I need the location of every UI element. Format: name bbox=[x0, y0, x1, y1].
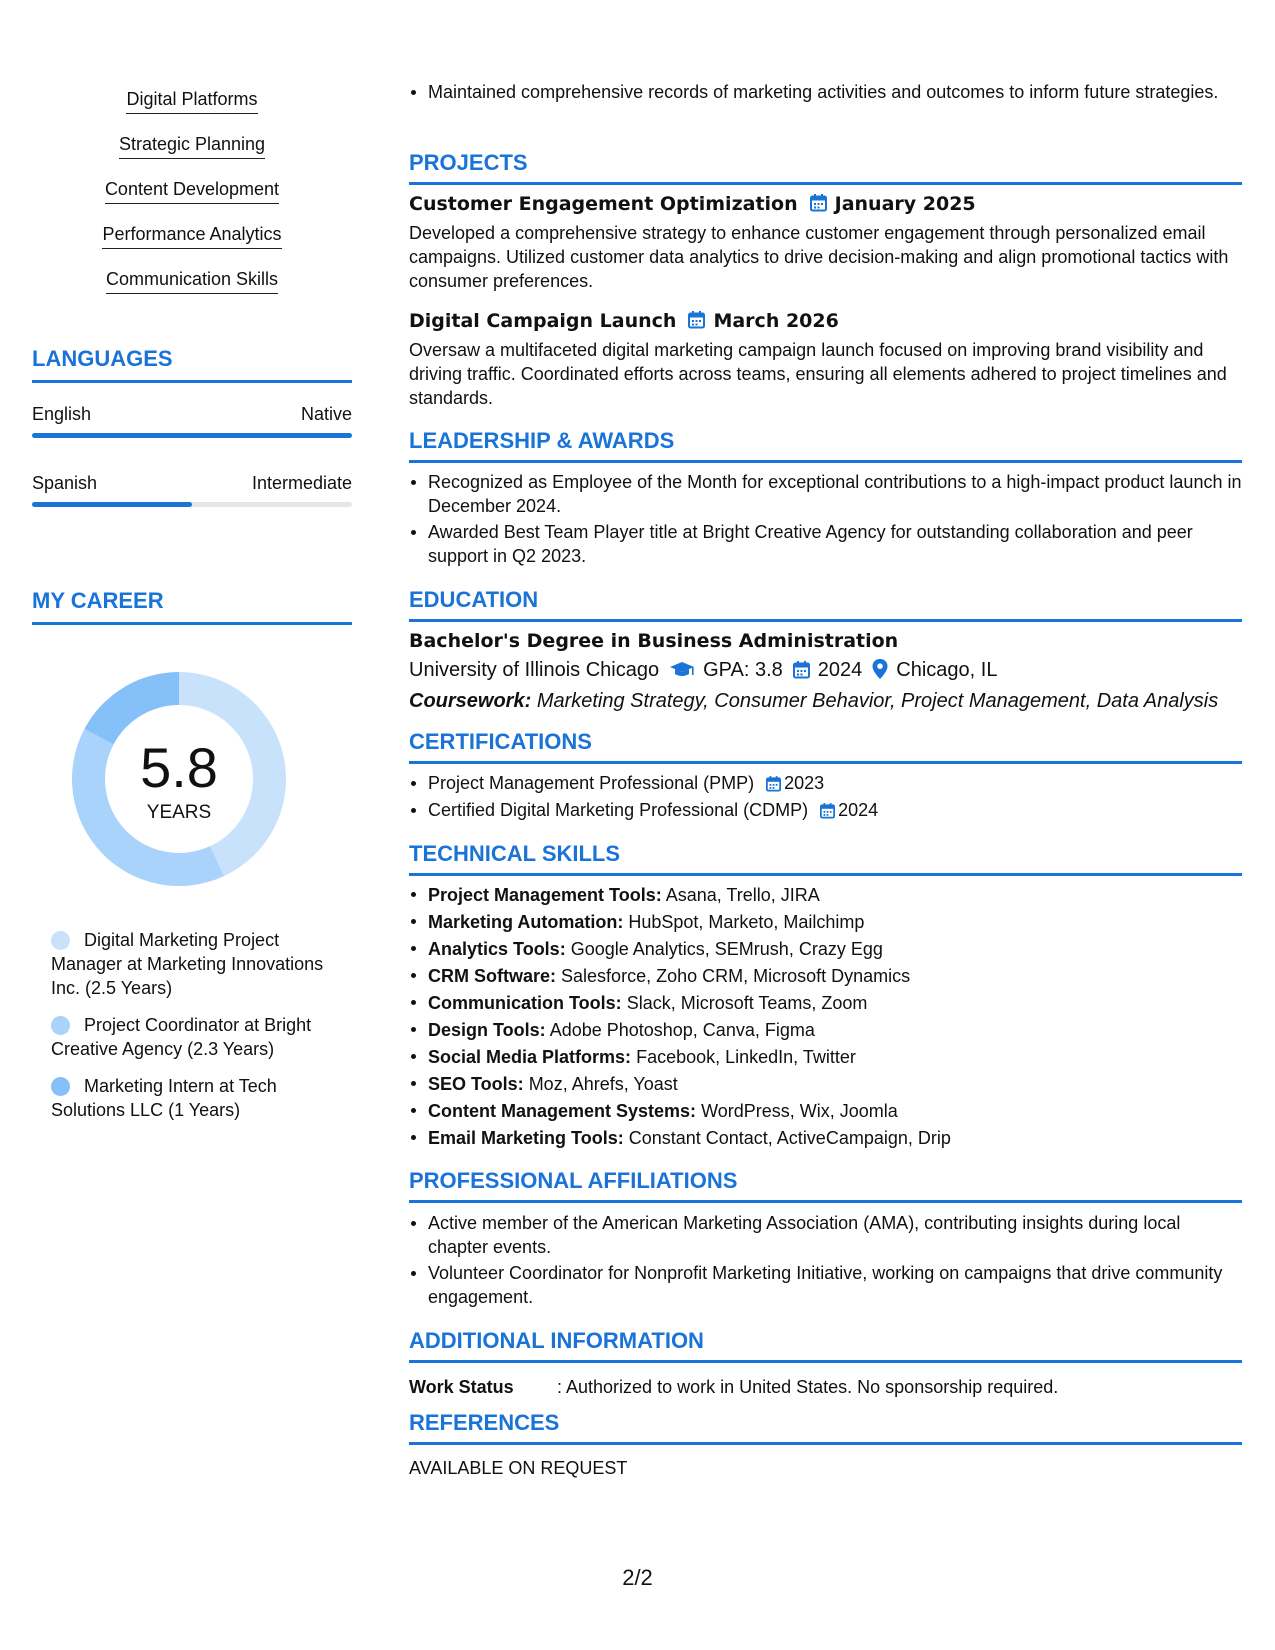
calendar-icon bbox=[793, 661, 810, 679]
sidebar bbox=[32, 0, 352, 1650]
calendar-icon bbox=[766, 776, 781, 792]
calendar-icon bbox=[820, 803, 835, 819]
education-coursework bbox=[409, 690, 1218, 713]
project-title-row bbox=[409, 191, 976, 217]
technical-skill-label: Project Management Tools: bbox=[428, 885, 662, 905]
calendar-icon bbox=[688, 311, 705, 329]
technical-skill-value: HubSpot, Marketo, Mailchimp bbox=[628, 912, 865, 932]
technical-skill-label: SEO Tools: bbox=[428, 1074, 524, 1094]
skill-item bbox=[119, 133, 265, 178]
certification-item bbox=[409, 798, 1242, 822]
technical-skill-value: Asana, Trello, JIRA bbox=[665, 885, 820, 905]
education-details bbox=[409, 659, 997, 682]
additional-info-heading: ADDITIONAL INFORMATION bbox=[409, 1328, 1242, 1363]
technical-skill-label: Content Management Systems: bbox=[428, 1101, 697, 1121]
certification-item bbox=[409, 771, 1242, 795]
technical-skill-value: Moz, Ahrefs, Yoast bbox=[528, 1074, 678, 1094]
skill-item bbox=[106, 268, 278, 313]
project-title: Customer Engagement Optimization bbox=[409, 193, 798, 215]
technical-skill-value: Facebook, LinkedIn, Twitter bbox=[636, 1047, 856, 1067]
career-legend-label: Marketing Intern at Tech Solutions LLC (1 Years) bbox=[51, 1076, 277, 1120]
language-name: Spanish bbox=[32, 473, 98, 493]
career-legend-item bbox=[51, 1074, 331, 1122]
technical-skill-item bbox=[409, 963, 1242, 990]
skill-label: Digital Platforms bbox=[126, 88, 257, 114]
technical-skill-item bbox=[409, 1017, 1242, 1044]
language-bar bbox=[32, 433, 352, 438]
career-total-years: 5.8 bbox=[140, 736, 218, 799]
donut-center bbox=[66, 666, 292, 892]
technical-skill-label: Marketing Automation: bbox=[428, 912, 624, 932]
certification-name: Certified Digital Marketing Professional (CDMP) bbox=[428, 800, 809, 820]
certification-name: Project Management Professional (PMP) bbox=[428, 773, 755, 793]
project-date: January 2025 bbox=[834, 193, 976, 215]
legend-dot bbox=[51, 1016, 70, 1035]
leadership-item: Recognized as Employee of the Month for exceptional contributions to a high-impact product launch in December 2024. bbox=[409, 470, 1242, 518]
career-heading: MY CAREER bbox=[32, 588, 352, 625]
technical-skill-item bbox=[409, 1098, 1242, 1125]
project-title: Digital Campaign Launch bbox=[409, 310, 677, 332]
career-legend bbox=[51, 928, 331, 1135]
skill-label: Strategic Planning bbox=[119, 133, 265, 159]
skill-item bbox=[102, 223, 281, 268]
technical-skill-label: CRM Software: bbox=[428, 966, 557, 986]
certification-year: 2023 bbox=[784, 773, 825, 793]
technical-skill-value: Salesforce, Zoho CRM, Microsoft Dynamics bbox=[561, 966, 911, 986]
technical-skill-value: Slack, Microsoft Teams, Zoom bbox=[626, 993, 868, 1013]
coursework-value: Marketing Strategy, Consumer Behavior, Project Management, Data Analysis bbox=[536, 690, 1219, 712]
location-pin-icon bbox=[872, 659, 888, 679]
education-year: 2024 bbox=[817, 659, 863, 681]
language-bar-fill bbox=[32, 502, 192, 507]
leadership-heading: LEADERSHIP & AWARDS bbox=[409, 428, 1242, 463]
technical-skill-item bbox=[409, 990, 1242, 1017]
language-level: Native bbox=[300, 404, 352, 424]
affiliations-heading: PROFESSIONAL AFFILIATIONS bbox=[409, 1168, 1242, 1203]
certifications-list bbox=[409, 771, 1242, 822]
skill-label: Content Development bbox=[105, 178, 279, 204]
languages-heading: LANGUAGES bbox=[32, 346, 352, 383]
references-text: AVAILABLE ON REQUEST bbox=[409, 1458, 628, 1478]
career-donut-chart bbox=[66, 666, 292, 892]
technical-skill-value: Google Analytics, SEMrush, Crazy Egg bbox=[570, 939, 883, 959]
technical-skills-list bbox=[409, 882, 1242, 1152]
legend-dot bbox=[51, 1077, 70, 1096]
language-level: Intermediate bbox=[251, 473, 352, 493]
references-heading: REFERENCES bbox=[409, 1410, 1242, 1445]
education-location: Chicago, IL bbox=[896, 659, 998, 681]
career-legend-label: Digital Marketing Project Manager at Marketing Innovations Inc. (2.5 Years) bbox=[51, 930, 324, 998]
technical-skill-label: Analytics Tools: bbox=[428, 939, 566, 959]
career-total-unit: YEARS bbox=[146, 802, 212, 823]
project-description: Oversaw a multifaceted digital marketing campaign launch focused on improving brand visibility and driving traffic. Coordinated efforts across teams, ensuring all elements adhered to project timelines and standards. bbox=[409, 340, 1227, 408]
work-status-label: Work Status bbox=[409, 1377, 514, 1397]
education-heading: EDUCATION bbox=[409, 587, 1242, 622]
project-description: Developed a comprehensive strategy to enhance customer engagement through personalized email campaigns. Utilized customer data analytics to drive decision-making and align promotional tactics with consumer preferences. bbox=[409, 223, 1229, 291]
language-bar-fill bbox=[32, 433, 352, 438]
leadership-list bbox=[409, 470, 1242, 568]
project-title-row bbox=[409, 308, 839, 334]
certification-year: 2024 bbox=[838, 800, 879, 820]
skills-list bbox=[32, 88, 352, 313]
affiliations-list bbox=[409, 1211, 1242, 1309]
work-status-value: : Authorized to work in United States. No sponsorship required. bbox=[557, 1377, 1059, 1397]
technical-skill-label: Communication Tools: bbox=[428, 993, 622, 1013]
page-number: 2/2 bbox=[622, 1565, 653, 1590]
affiliation-item: Active member of the American Marketing Association (AMA), contributing insights during local chapter events. bbox=[409, 1211, 1242, 1259]
language-bar bbox=[32, 502, 352, 507]
technical-skill-label: Design Tools: bbox=[428, 1020, 546, 1040]
experience-bullet: Maintained comprehensive records of marketing activities and outcomes to inform future strategies. bbox=[409, 80, 1242, 104]
education-degree: Bachelor's Degree in Business Administration bbox=[409, 630, 899, 652]
legend-dot bbox=[51, 931, 70, 950]
skill-item bbox=[105, 178, 279, 223]
technical-skill-label: Social Media Platforms: bbox=[428, 1047, 632, 1067]
leadership-item: Awarded Best Team Player title at Bright Creative Agency for outstanding collaboration and peer support in Q2 2023. bbox=[409, 520, 1242, 568]
technical-skill-item bbox=[409, 909, 1242, 936]
main-column bbox=[409, 0, 1242, 1650]
technical-skill-value: Adobe Photoshop, Canva, Figma bbox=[549, 1020, 815, 1040]
affiliation-item: Volunteer Coordinator for Nonprofit Marketing Initiative, working on campaigns that drive community engagement. bbox=[409, 1261, 1242, 1309]
career-legend-item bbox=[51, 1013, 331, 1061]
technical-skill-value: Constant Contact, ActiveCampaign, Drip bbox=[628, 1128, 951, 1148]
experience-bullet-list bbox=[409, 80, 1242, 104]
career-legend-item bbox=[51, 928, 331, 1000]
technical-skill-item bbox=[409, 1125, 1242, 1152]
calendar-icon bbox=[810, 194, 827, 212]
skill-label: Performance Analytics bbox=[102, 223, 281, 249]
education-gpa: GPA: 3.8 bbox=[703, 659, 783, 681]
technical-skill-item bbox=[409, 936, 1242, 963]
technical-skill-value: WordPress, Wix, Joomla bbox=[701, 1101, 898, 1121]
skill-item bbox=[126, 88, 257, 133]
career-legend-label: Project Coordinator at Bright Creative Agency (2.3 Years) bbox=[51, 1015, 312, 1059]
graduation-cap-icon bbox=[669, 661, 695, 679]
language-name: English bbox=[32, 404, 92, 424]
coursework-label: Coursework: bbox=[409, 690, 532, 712]
certifications-heading: CERTIFICATIONS bbox=[409, 729, 1242, 764]
projects-heading: PROJECTS bbox=[409, 150, 1242, 185]
technical-skill-item bbox=[409, 1071, 1242, 1098]
skill-label: Communication Skills bbox=[106, 268, 278, 294]
technical-skill-item bbox=[409, 1044, 1242, 1071]
technical-skills-heading: TECHNICAL SKILLS bbox=[409, 841, 1242, 876]
technical-skill-item bbox=[409, 882, 1242, 909]
technical-skill-label: Email Marketing Tools: bbox=[428, 1128, 624, 1148]
project-date: March 2026 bbox=[713, 310, 839, 332]
education-school: University of Illinois Chicago bbox=[409, 659, 660, 681]
